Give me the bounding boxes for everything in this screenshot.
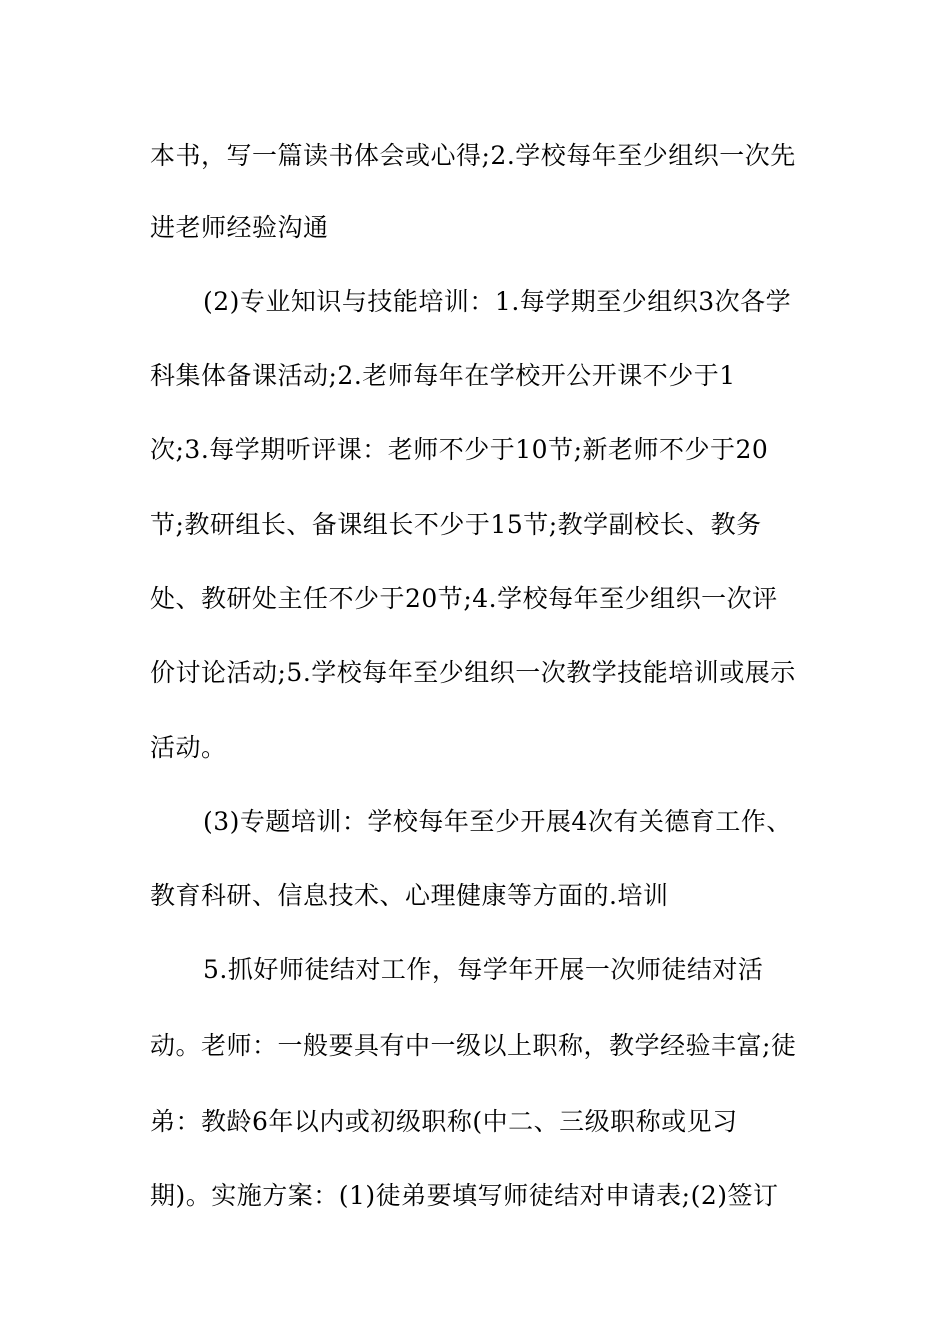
text-line: 次;3.每学期听评课：老师不少于10节;新老师不少于20	[150, 435, 769, 464]
text-line: 进老师经验沟通	[150, 213, 329, 242]
text-line: 动。老师：一般要具有中一级以上职称，教学经验丰富;徒	[150, 1031, 797, 1060]
text-line: 弟：教龄6年以内或初级职称(中二、三级职称或见习	[150, 1107, 738, 1136]
text-line: 节;教研组长、备课组长不少于15节;教学副校长、教务	[150, 510, 762, 539]
text-line: 处、教研处主任不少于20节;4.学校每年至少组织一次评	[150, 584, 778, 613]
text-line: 期)。实施方案：(1)徒弟要填写师徒结对申请表;(2)签订	[150, 1181, 779, 1210]
text-line: (3)专题培训：学校每年至少开展4次有关德育工作、	[203, 807, 792, 836]
text-line: 5.抓好师徒结对工作，每学年开展一次师徒结对活	[203, 955, 764, 984]
text-line: 教育科研、信息技术、心理健康等方面的.培训	[150, 881, 669, 910]
text-line: (2)专业知识与技能培训：1.每学期至少组织3次各学	[203, 287, 792, 316]
text-line: 科集体备课活动;2.老师每年在学校开公开课不少于1	[150, 361, 736, 390]
text-line: 本书，写一篇读书体会或心得;2.学校每年至少组织一次先	[150, 141, 796, 170]
text-line: 活动。	[150, 733, 227, 762]
text-line: 价讨论活动;5.学校每年至少组织一次教学技能培训或展示	[150, 658, 796, 687]
